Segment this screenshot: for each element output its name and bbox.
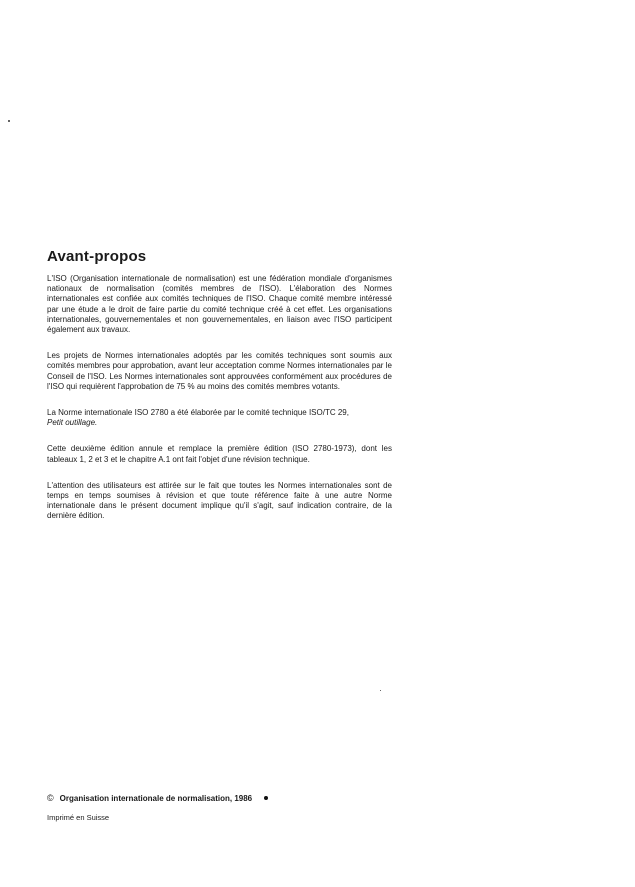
copyright-icon: © bbox=[47, 793, 54, 803]
foreword-section bbox=[47, 248, 392, 538]
footer bbox=[47, 793, 447, 822]
paragraph-3 bbox=[47, 408, 392, 428]
copyright-text: Organisation internationale de normalisation, 1986 bbox=[59, 793, 253, 803]
paragraph-5: L'attention des utilisateurs est attirée sur le fait que toutes les Normes internationales sont de temps en temps soumises à révision et que toute référence faite à une autre Norme internationale dans le présent document implique qu'il s'agit, sauf indication contraire, de la dernière édition. bbox=[47, 480, 392, 521]
scan-speck bbox=[8, 120, 10, 122]
scan-speck bbox=[380, 690, 381, 691]
paragraph-4: Cette deuxième édition annule et remplace la première édition (ISO 2780-1973), dont les tableaux 1, 2 et 3 et le chapitre A.1 ont fait l'objet d'une révision technique. bbox=[47, 444, 392, 464]
page-title: Avant-propos bbox=[47, 248, 147, 265]
bullet-icon bbox=[264, 796, 268, 800]
paragraph-2: Les projets de Normes internationales adoptés par les comités techniques sont soumis aux comités membres pour approbation, avant leur acceptation comme Normes internationales par le Conseil de l'ISO. Les Normes internationales sont approuvées conformément aux procédures de l'ISO qui requièrent l'approbation de 75 % au moins des comités membres votants. bbox=[47, 351, 392, 391]
paragraph-1: L'ISO (Organisation internationale de normalisation) est une fédération mondiale d'organismes nationaux de normalisation (comités membres de l'ISO). L'élaboration des Normes internationales est confiée aux comités techniques de l'ISO. Chaque comité membre intéressé par une étude a le droit de faire partie du comité technique créé à cet effet. Les organisations internationales, gouvernementales et non gouvernementales, en liaison avec l'ISO participent également aux travaux. bbox=[47, 274, 392, 335]
printed-in: Imprimé en Suisse bbox=[47, 813, 110, 822]
copyright-line bbox=[47, 793, 447, 803]
committee-title: Petit outillage. bbox=[47, 418, 98, 428]
paragraph-3-text: La Norme internationale ISO 2780 a été élaborée par le comité technique ISO/TC 29, bbox=[47, 408, 349, 418]
